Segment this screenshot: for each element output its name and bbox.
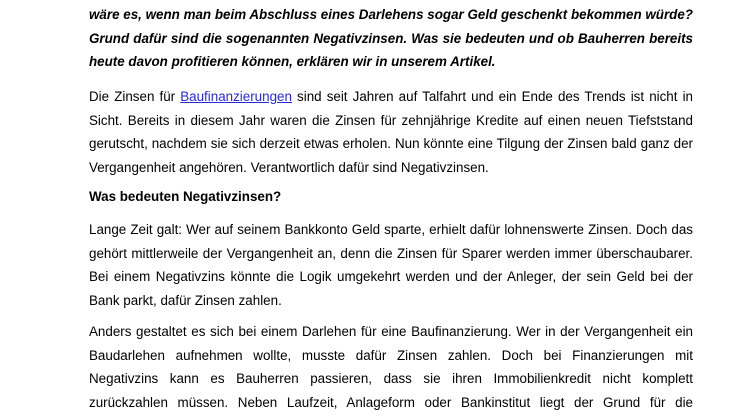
paragraph-darlehen: Anders gestaltet es sich bei einem Darlehen für eine Baufinanzierung. Wer in der Vergangenheit ein Baudarlehen aufnehmen wollte, musste dafür Zinsen zahlen. Doch bei Finanzierungen mit Negativzins kann es Bauherren passieren, dass sie ihren Immobilienkredit nicht komplett zurückzahlen müssen. Neben Laufzeit, Anlageform oder Bankinstitut liegt der Grund für die [89, 324, 693, 410]
paragraph-text-before-link: Die Zinsen für [89, 89, 181, 104]
section-heading-negativzinsen: Was bedeuten Negativzinsen? [89, 189, 282, 204]
baufinanzierungen-link[interactable]: Baufinanzierungen [180, 89, 292, 104]
paragraph-text-after-link: sind seit Jahren auf Talfahrt und ein Ende des Trends ist nicht in Sicht. Bereits in diesem Jahr waren die Zinsen für zehnjährige Kredite auf einen neuen Tiefststand gerutscht, nachdem sie sich derzeit etwas erholen. Nun könnte eine Tilgung der Zinsen bald ganz der Vergangenheit angehören. Verantwortlich dafür sind Negativzinsen. [89, 89, 694, 175]
lead-paragraph: wäre es, wenn man beim Abschluss eines Darlehens sogar Geld geschenkt bekommen würde? Grund dafür sind die sogenannten Negativzinsen. Was sie bedeuten und ob Bauherren bereits heute davon profitieren können, erklären wir in unserem Artikel. [89, 7, 693, 69]
paragraph-lange-zeit: Lange Zeit galt: Wer auf seinem Bankkonto Geld sparte, erhielt dafür lohnenswerte Zinsen. Doch das gehört mittlerweile der Vergangenheit an, denn die Zinsen für Sparer werden immer überschaubarer. Bei einem Negativzins könnte die Logik umgekehrt werden und der Anleger, der sein Geld bei der Bank parkt, dafür Zinsen zahlen. [89, 222, 693, 308]
paragraph-zinsen [89, 85, 693, 179]
